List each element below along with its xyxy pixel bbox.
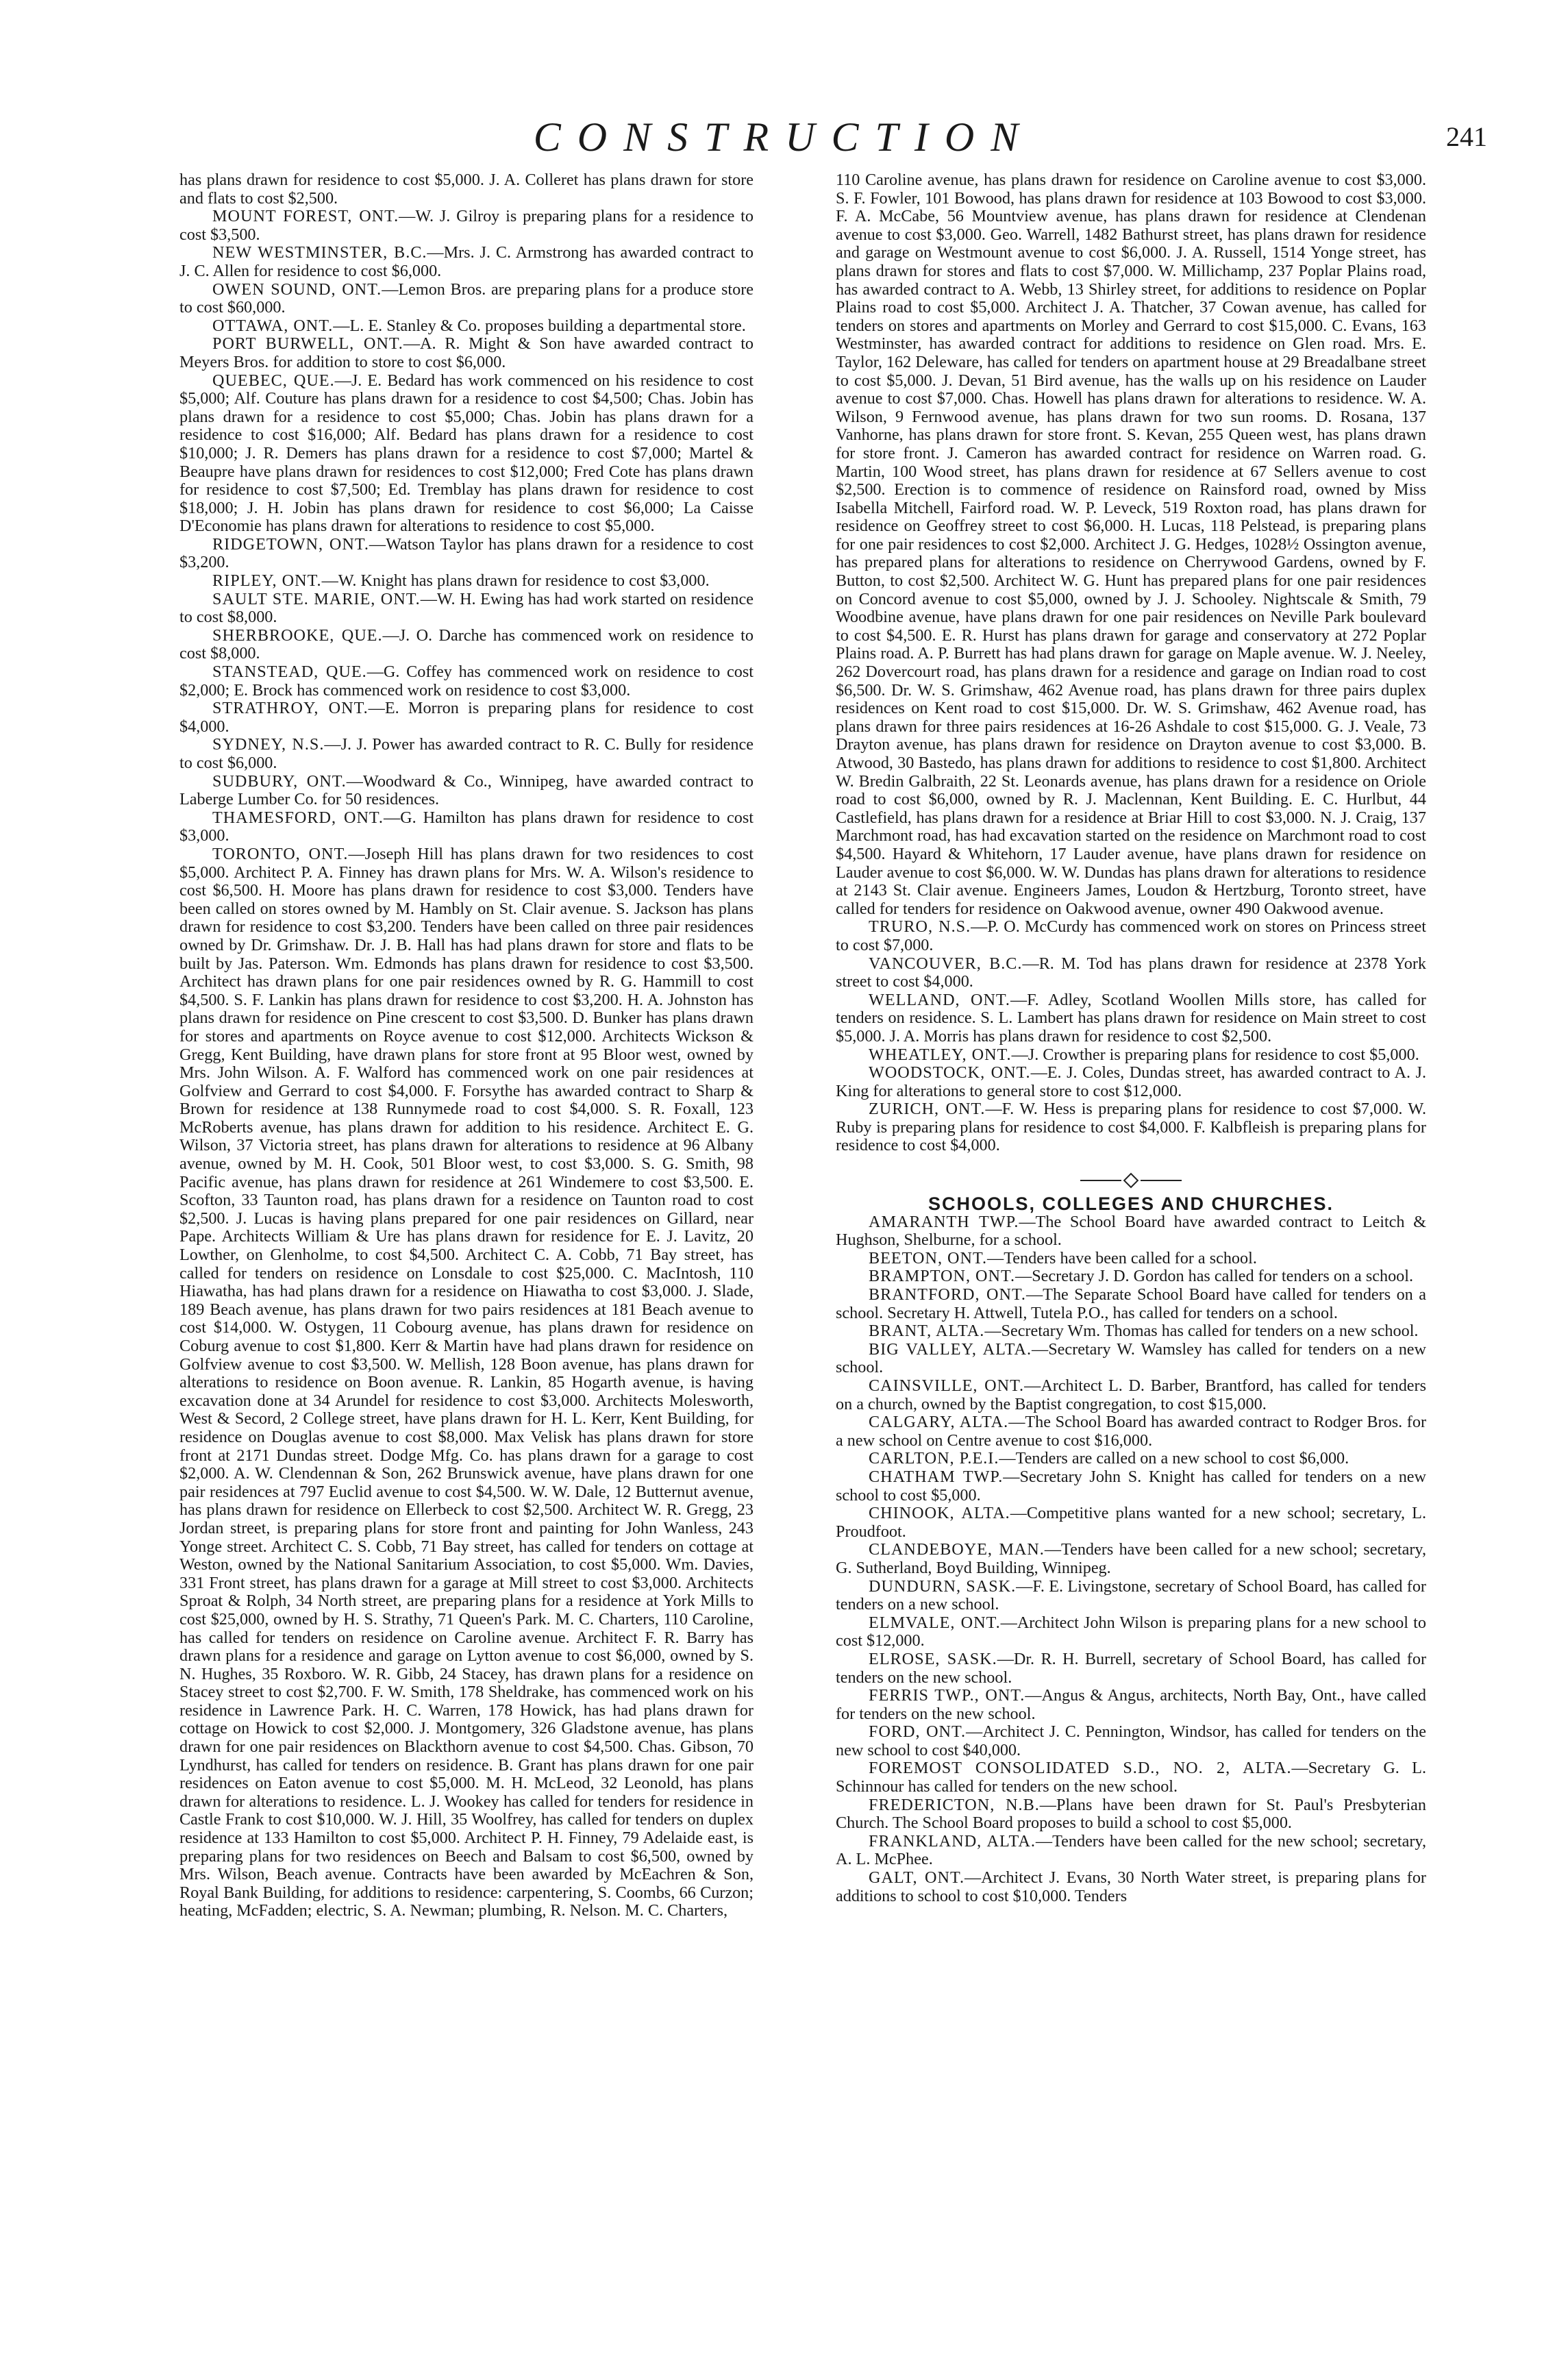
item-place: TORONTO, ONT. bbox=[212, 844, 349, 863]
item-place: GALT, ONT. bbox=[869, 1868, 965, 1888]
item-place: ZURICH, ONT. bbox=[869, 1100, 986, 1119]
item-place: CARLTON, P.E.I. bbox=[869, 1449, 999, 1468]
item-text: —Angus & Angus, architects, North Bay, Ont., have called for tenders on the new school. bbox=[836, 1686, 1426, 1723]
right-column-entries bbox=[836, 171, 1426, 1155]
item-text: —F. W. Hess is preparing plans for residence to cost $7,000. W. Ruby is preparing plans for residence to cost $4,000. F. Kalbfleish is preparing plans for residence to cost $4,000. bbox=[836, 1100, 1426, 1155]
item-text: —Tenders have been called for a new school; secretary, G. Sutherland, Boyd Building, Winnipeg. bbox=[836, 1540, 1426, 1577]
item-place: FREDERICTON, N.B. bbox=[869, 1795, 1040, 1814]
news-item bbox=[179, 736, 754, 772]
item-place: CALGARY, ALTA. bbox=[869, 1413, 1009, 1432]
news-item bbox=[179, 281, 754, 317]
news-item bbox=[179, 317, 754, 336]
item-text: —J. J. Power has awarded contract to R. C. Bully for residence to cost $6,000. bbox=[179, 735, 754, 772]
right-column bbox=[836, 171, 1426, 2336]
item-text: —W. J. Gilroy is preparing plans for a residence to cost $3,500. bbox=[179, 207, 754, 244]
item-text: —Competitive plans wanted for a new school; secretary, L. Proudfoot. bbox=[836, 1504, 1426, 1541]
item-text: has plans drawn for residence to cost $5,000. J. A. Colleret has plans drawn for store and flats to cost $2,500. bbox=[179, 171, 754, 208]
news-item bbox=[836, 1413, 1426, 1450]
item-text: —P. O. McCurdy has commenced work on stores on Princess street to cost $7,000. bbox=[836, 917, 1426, 954]
news-item bbox=[836, 1687, 1426, 1723]
item-place: WHEATLEY, ONT. bbox=[869, 1045, 1012, 1064]
item-place: ELROSE, SASK. bbox=[869, 1649, 997, 1668]
item-text: —Woodward & Co., Winnipeg, have awarded contract to Laberge Lumber Co. for 50 residences. bbox=[179, 771, 754, 809]
item-text: —Architect L. D. Barber, Brantford, has called for tenders on a church, owned by the Baptist congregation, to cost $15,000. bbox=[836, 1376, 1426, 1413]
item-place: OWEN SOUND, ONT. bbox=[212, 280, 382, 299]
news-item bbox=[836, 1341, 1426, 1377]
item-place: CLANDEBOYE, MAN. bbox=[869, 1540, 1045, 1559]
item-place: WELLAND, ONT. bbox=[869, 990, 1010, 1009]
item-place: DUNDURN, SASK. bbox=[869, 1576, 1017, 1596]
item-place: TRURO, N.S. bbox=[869, 917, 971, 937]
item-text: —Lemon Bros. are preparing plans for a produce store to cost $60,000. bbox=[179, 280, 754, 317]
item-place: STANSTEAD, QUE. bbox=[212, 663, 367, 682]
item-place: CHINOOK, ALTA. bbox=[869, 1504, 1010, 1523]
item-place: FERRIS TWP., ONT. bbox=[869, 1686, 1025, 1705]
news-item bbox=[179, 208, 754, 244]
news-item bbox=[179, 845, 754, 1920]
item-place: THAMESFORD, ONT. bbox=[212, 808, 384, 827]
news-item bbox=[836, 955, 1426, 991]
news-item bbox=[179, 663, 754, 700]
item-text: —Secretary G. L. Schinnour has called for tenders on the new school. bbox=[836, 1759, 1426, 1796]
item-place: RIPLEY, ONT. bbox=[212, 571, 322, 591]
news-item bbox=[179, 700, 754, 736]
news-item bbox=[836, 1759, 1426, 1796]
item-text: —E. J. Coles, Dundas street, has awarded contract to A. J. King for alterations to general store to cost $12,000. bbox=[836, 1063, 1426, 1100]
news-item bbox=[179, 572, 754, 591]
item-place: STRATHROY, ONT. bbox=[212, 699, 369, 718]
item-place: VANCOUVER, B.C. bbox=[869, 954, 1023, 973]
item-text: —Plans have been drawn for St. Paul's Presbyterian Church. The School Board proposes to build a school to cost $5,000. bbox=[836, 1795, 1426, 1833]
item-text: —Secretary W. Wamsley has called for tenders on a new school. bbox=[836, 1339, 1426, 1377]
item-place: ELMVALE, ONT. bbox=[869, 1613, 1001, 1632]
news-item bbox=[179, 591, 754, 627]
news-item bbox=[836, 1100, 1426, 1155]
item-place: SHERBROOKE, QUE. bbox=[212, 626, 383, 645]
item-place: PORT BURWELL, ONT. bbox=[212, 334, 403, 354]
news-item bbox=[836, 1796, 1426, 1833]
news-item bbox=[836, 1541, 1426, 1577]
news-item bbox=[836, 1213, 1426, 1250]
item-place: WOODSTOCK, ONT. bbox=[869, 1063, 1031, 1082]
news-item bbox=[179, 335, 754, 371]
item-place: OTTAWA, ONT. bbox=[212, 316, 334, 335]
item-place: SUDBURY, ONT. bbox=[212, 771, 347, 791]
news-item bbox=[836, 1046, 1426, 1065]
ornamental-divider bbox=[836, 1170, 1426, 1180]
news-item bbox=[836, 1322, 1426, 1341]
page-header bbox=[0, 103, 1568, 171]
item-text: —L. E. Stanley & Co. proposes building a departmental store. bbox=[333, 316, 746, 335]
item-place: SAULT STE. MARIE, ONT. bbox=[212, 589, 421, 608]
item-text: —Tenders have been called for the new school; secretary, A. L. McPhee. bbox=[836, 1831, 1426, 1869]
item-text: —F. Adley, Scotland Woollen Mills store, has called for tenders on residence. S. L. Lambert has plans drawn for residence on Main street to cost $5,000. J. A. Morris has plans drawn for residence to cost $2,500. bbox=[836, 990, 1426, 1046]
item-text: —R. M. Tod has plans drawn for residence at 2378 York street to cost $4,000. bbox=[836, 954, 1426, 991]
news-item bbox=[179, 244, 754, 280]
item-place: RIDGETOWN, ONT. bbox=[212, 534, 369, 554]
news-item bbox=[836, 991, 1426, 1046]
item-text: —J. Crowther is preparing plans for residence to cost $5,000. bbox=[1011, 1045, 1419, 1064]
item-place: FRANKLAND, ALTA. bbox=[869, 1831, 1036, 1851]
item-text: —The School Board have awarded contract to Leitch & Hughson, Shelburne, for a school. bbox=[836, 1212, 1426, 1250]
item-text: —Mrs. J. C. Armstrong has awarded contract to J. C. Allen for residence to cost $6,000. bbox=[179, 243, 754, 280]
item-place: FORD, ONT. bbox=[869, 1722, 967, 1742]
news-item bbox=[836, 1578, 1426, 1614]
item-text: —E. Morron is preparing plans for residence to cost $4,000. bbox=[179, 699, 754, 736]
item-place: FOREMOST CONSOLIDATED S.D., NO. 2, ALTA. bbox=[869, 1759, 1292, 1778]
item-text: —Tenders are called on a new school to cost $6,000. bbox=[999, 1449, 1349, 1468]
news-item bbox=[836, 1250, 1426, 1268]
news-item bbox=[836, 1723, 1426, 1759]
item-text: —Architect John Wilson is preparing plans for a new school to cost $12,000. bbox=[836, 1613, 1426, 1650]
news-item bbox=[836, 171, 1426, 918]
news-item bbox=[179, 536, 754, 572]
item-place: QUEBEC, QUE. bbox=[212, 371, 335, 390]
item-text: —Architect J. Evans, 30 North Water street, is preparing plans for additions to school to cost $10,000. Tenders bbox=[836, 1868, 1426, 1905]
news-item bbox=[836, 1267, 1426, 1286]
page-number: 241 bbox=[1446, 121, 1487, 152]
item-place: SYDNEY, N.S. bbox=[212, 735, 325, 754]
news-item bbox=[836, 1377, 1426, 1413]
item-text: —Joseph Hill has plans drawn for two residences to cost $5,000. Architect P. A. Finney has drawn plans for Mrs. W. A. Wilson's residence to cost $6,500. H. Moore has plans drawn for residence to cost $3,000. Tenders have been called on stores owned by M. Hambly on St. Clair avenue. S. Jackson has plans drawn for residence to cost $3,200. Tenders have been called on three pair residences owned by Dr. Grimshaw. Dr. J. B. Hall has had plans drawn for store and flats to be built by Jas. Paterson. Wm. Edmonds has plans drawn for residence to cost $3,500. Architect has drawn plans for one pair residences owned by R. G. Hammill to cost $4,500. S. F. Lankin has plans drawn for residence to cost $3,200. H. A. Johnston has plans drawn for residence on Pine crescent to cost $3,500. D. Bunker has plans drawn for stores and apartments on Royce avenue to cost $12,000. Architects Wickson & Gregg, Kent Building, have drawn plans for store front at 95 Bloor west, owned by Mrs. John Wilson. A. F. Walford has commenced work on one pair residences at Golfview and Gerrard to cost $4,000. F. Forsythe has awarded contract to Sharp & Brown for residence at 138 Runnymede road to cost $4,000. S. R. Foxall, 123 McRoberts avenue, has plans drawn for addition to his residence. Architect E. G. Wilson, 37 Victoria street, has plans drawn for alterations to residence at 96 Albany avenue, owned by M. H. Cook, 501 Bloor west, to cost $3,000. S. G. Smith, 98 Pacific avenue, has plans drawn for residence at 261 Windemere to cost $3,500. E. Scofton, 33 Taunton road, has plans drawn for a residence on Taunton road to cost $2,500. J. Lucas is having plans prepared for one pair residences on Gillard, near Pape. Architects William & Ure has plans drawn for residence for E. J. Lavitz, 20 Lowther, on Glenholme, to cost $4,500. Architect C. A. Cobb, 71 Bay street, has called for tenders on residence on Lonsdale to cost $25,000. C. MacIntosh, 110 Hiawatha, has had plans drawn for a residence on Hiawatha to cost $3,000. J. Slade, 189 Beach avenue, has plans drawn for two pairs residences at 181 Beach avenue to cost $14,000. W. Ostygen, 11 Cobourg avenue, has plans drawn for residence on Coburg avenue to cost $1,800. Kerr & Martin have had plans drawn for residence on Golfview avenue to cost $3,500. W. Mellish, 128 Boon avenue, has plans drawn for alterations to residence on Boon avenue. R. Lankin, 85 Hogarth avenue, is having excavation done at 34 Arundel for residence to cost $3,000. Architects Molesworth, West & Secord, 2 College street, have plans drawn for H. L. Kerr, Kent Building, for residence on Douglas avenue to cost $8,000. Max Velisk has plans drawn for store front at 2171 Dundas street. Dodge Mfg. Co. has plans drawn for a garage to cost $2,000. A. W. Clendennan & Son, 262 Brunswick avenue, have plans drawn for one pair residences at 797 Euclid avenue to cost $4,500. W. W. Dale, 12 Butternut avenue, has plans drawn for residence on Ellerbeck to cost $2,500. Architect W. R. Gregg, 23 Jordan street, is preparing plans for store front and painting for John Wanless, 243 Yonge street. Architect C. S. Cobb, 71 Bay street, has called for tenders on cottage at Weston, owned by the National Sanitarium Association, to cost $5,000. Wm. Davies, 331 Front street, has plans drawn for a garage at Mill street to cost $3,000. Architects Sproat & Rolph, 34 North street, are preparing plans for a residence at York Mills to cost $25,000, owned by H. S. Strathy, 71 Queen's Park. M. C. Charters, 110 Caroline, has called for tenders on residence on Caroline avenue. Architect F. R. Barry has drawn plans for a residence and garage on Lytton avenue to cost $6,000, owned by S. N. Hughes, 35 Roxboro. W. R. Gibb, 24 Stacey, has drawn plans for a residence on Stacey street to cost $2,700. F. W. Smith, 178 Sheldrake, has commenced work on his residence in Lawrence Park. H. C. Warren, 178 Howick, has had plans drawn for cottage on Howick to cost $2,000. J. Montgomery, 326 Gladstone avenue, has plans drawn for one pair residences on Blackthorn avenue to cost $4,500. Chas. Gibson, 70 Lyndhurst, has called for tenders on residence. B. Grant has plans drawn for one pair residences on Eaton avenue to cost $5,000. M. H. McLeod, 32 Leonold, has plans drawn for alterations to residence. L. J. Wookey has called for tenders for residence in Castle Frank to cost $10,000. W. J. Hill, 35 Woolfrey, has called for tenders on duplex residence at 133 Hamilton to cost $5,000. Architect P. H. Finney, 79 Adelaide east, is preparing plans for two residences on Beech and Balsam to cost $6,500, owned by Mrs. Wilson, Beach avenue. Contracts have been awarded by McEachren & Son, Royal Bank Building, for additions to residence: carpentering, S. Coombs, 66 Curzon; heating, McFadden; electric, S. A. Newman; plumbing, R. Nelson. M. C. Charters, bbox=[179, 844, 754, 1920]
item-place: AMARANTH TWP. bbox=[869, 1212, 1019, 1231]
news-item bbox=[836, 1286, 1426, 1322]
item-text: —Secretary John S. Knight has called for tenders on a new school to cost $5,000. bbox=[836, 1467, 1426, 1505]
item-place: BEETON, ONT. bbox=[869, 1248, 988, 1267]
item-text: —G. Coffey has commenced work on residence to cost $2,000; E. Brock has commenced work on residence to cost $3,000. bbox=[179, 663, 754, 700]
news-item bbox=[836, 1650, 1426, 1687]
item-place: BRANTFORD, ONT. bbox=[869, 1285, 1026, 1304]
item-text: —J. E. Bedard has work commenced on his residence to cost $5,000; Alf. Couture has plans drawn for a residence to cost $4,500; Chas. Jobin has plans drawn for a residence to cost $5,000; Chas. Jobin has plans drawn for a residence to cost $16,000; Alf. Bedard has plans drawn for a residence to cost $10,000; J. R. Demers has plans drawn for a residence to cost $7,000; Martel & Beaupre have plans drawn for residences to cost $12,000; Fred Cote has plans drawn for residence to cost $7,500; Ed. Tremblay has plans drawn for residence to cost $18,000; J. H. Jobin has plans drawn for residence to cost $6,000; La Caisse D'Economie has plans drawn for alterations to residence to cost $5,000. bbox=[179, 371, 754, 536]
item-place: CHATHAM TWP. bbox=[869, 1467, 1004, 1486]
item-text: —Dr. R. H. Burrell, secretary of School Board, has called for tenders on the new school. bbox=[836, 1649, 1426, 1687]
item-text: —F. E. Livingstone, secretary of School Board, has called for tenders on a new school. bbox=[836, 1576, 1426, 1614]
item-text: —The School Board has awarded contract to Rodger Bros. for a new school on Centre avenue to cost $16,000. bbox=[836, 1413, 1426, 1450]
news-item bbox=[836, 918, 1426, 954]
news-item bbox=[836, 1833, 1426, 1869]
item-text: —W. H. Ewing has had work started on residence to cost $8,000. bbox=[179, 589, 754, 627]
item-text: —Secretary J. D. Gordon has called for tenders on a school. bbox=[1015, 1267, 1414, 1286]
news-item bbox=[836, 1468, 1426, 1505]
item-text: —Architect J. C. Pennington, Windsor, has called for tenders on the new school to cost $40,000. bbox=[836, 1722, 1426, 1759]
item-text: —Watson Taylor has plans drawn for a residence to cost $3,200. bbox=[179, 534, 754, 572]
news-item bbox=[179, 171, 754, 208]
item-place: BRANT, ALTA. bbox=[869, 1322, 985, 1341]
news-item bbox=[179, 372, 754, 536]
news-item bbox=[836, 1869, 1426, 1905]
item-text: —W. Knight has plans drawn for residence to cost $3,000. bbox=[321, 571, 710, 591]
item-text: 110 Caroline avenue, has plans drawn for residence on Caroline avenue to cost $3,000. S. F. Fowler, 101 Bowood, has plans drawn for residence at 103 Bowood to cost $3,000. F. A. McCabe, 56 Mountview avenue, has plans drawn for residence at Clendenan avenue to cost $3,000. Geo. Warrell, 1482 Bathurst street, has plans drawn for residence and garage on Westmount avenue to cost $6,000. J. A. Russell, 1514 Yonge street, has plans drawn for stores and flats to cost $7,000. W. Millichamp, 237 Poplar Plains road, has awarded contract to A. Webb, 13 Shirley street, for additions to residence on Poplar Plains road to cost $5,000. Architect J. A. Thatcher, 37 Cowan avenue, has called for tenders on stores and apartments on Morley and Gerrard to cost $15,000. C. Evans, 163 Westminster, has awarded contract for additions to residence on Glen road. Mrs. E. Taylor, 162 Deleware, has called for tenders on apartment house at 29 Breadalbane street to cost $5,000. J. Devan, 51 Bird avenue, has the walls up on his residence on Lauder avenue to cost $7,000. Chas. Howell has plans drawn for alterations to residence. W. A. Wilson, 9 Fernwood avenue, has plans drawn for two sun rooms. D. Rosana, 137 Vanhorne, has plans drawn for store front. S. Kevan, 255 Queen west, has plans drawn for store front. J. Cameron has awarded contract for residence on Warren road. G. Martin, 100 Wood street, has plans drawn for residence at 67 Sellers avenue to cost $2,500. Erection is to commence of residence on Rainsford road, owned by Miss Isabella Mitchell, Fairford road. W. P. Leveck, 519 Roxton road, has plans drawn for residence on Geoffrey street to cost $6,000. H. Lucas, 118 Pelstead, is preparing plans for one pair residences to cost $2,000. Architect J. G. Hedges, 1028½ Ossington avenue, has prepared plans for alterations to residence on Cherrywood Gardens, owned by F. Button, to cost $2,500. Architect W. G. Hunt has prepared plans for one pair residences on Concord avenue to cost $5,000, owned by J. J. Schooley. Nightscale & Smith, 79 Woodbine avenue, have plans drawn for one pair residences on Neville Park boulevard to cost $4,500. E. R. Hurst has plans drawn for garage and conservatory at 272 Poplar Plains road. A. P. Burrett has had plans drawn for garage on Maple avenue. W. J. Neeley, 262 Dovercourt road, has plans drawn for a residence and garage on Indian road to cost $6,500. Dr. W. S. Grimshaw, 462 Avenue road, has plans drawn for three pairs duplex residences on Kent road to cost $15,000. Dr. W. S. Grimshaw, 462 Avenue road, has plans drawn for three pairs residences at 16-26 Ashdale to cost $15,000. G. J. Veale, 73 Drayton avenue, has plans drawn for residence on Drayton avenue to cost $3,000. B. Atwood, 30 Bastedo, has plans drawn for additions to residence to cost $1,800. Architect W. Bredin Galbraith, 22 St. Leonards avenue, has plans drawn for a residence on Oriole road to cost $6,000, owned by R. J. Maclennan, Kent Building. E. C. Hurlbut, 44 Castlefield, has plans drawn for a residence at Briar Hill to cost $3,000. N. J. Craig, 137 Marchmont road, has had excavation started on the residence on Marchmont road to cost $4,500. Hayard & Whitehorn, 17 Lauder avenue, have plans drawn for residence on Lauder avenue to cost $6,000. W. W. Dundas has plans drawn for alterations to residence at 2143 St. Clair avenue. Engineers James, Loudon & Hertzburg, Toronto street, have called for tenders for residence on Oakwood avenue, owner 490 Oakwood avenue. bbox=[836, 171, 1426, 918]
section-heading-schools: SCHOOLS, COLLEGES AND CHURCHES. bbox=[928, 1193, 1334, 1215]
item-place: MOUNT FOREST, ONT. bbox=[212, 207, 399, 226]
schools-entries bbox=[836, 1213, 1426, 1906]
item-place: CAINSVILLE, ONT. bbox=[869, 1376, 1025, 1395]
news-item bbox=[179, 773, 754, 809]
item-text: —The Separate School Board have called for tenders on a school. Secretary H. Attwell, Tutela P.O., has called for tenders on a school. bbox=[836, 1285, 1426, 1322]
left-column bbox=[179, 171, 754, 2336]
news-item bbox=[836, 1450, 1426, 1468]
item-text: —Secretary Wm. Thomas has called for tenders on a new school. bbox=[984, 1322, 1419, 1341]
item-text: —A. R. Might & Son have awarded contract to Meyers Bros. for addition to store to cost $6,000. bbox=[179, 334, 754, 371]
journal-title: CONSTRUCTION bbox=[533, 114, 1035, 160]
news-item bbox=[179, 809, 754, 845]
item-place: NEW WESTMINSTER, B.C. bbox=[212, 243, 427, 262]
item-text: —J. O. Darche has commenced work on residence to cost $8,000. bbox=[179, 626, 754, 663]
news-item bbox=[836, 1505, 1426, 1541]
news-item bbox=[836, 1614, 1426, 1650]
item-place: BRAMPTON, ONT. bbox=[869, 1267, 1016, 1286]
item-text: —Tenders have been called for a school. bbox=[987, 1248, 1257, 1267]
news-item bbox=[179, 627, 754, 663]
news-item bbox=[836, 1064, 1426, 1100]
item-place: BIG VALLEY, ALTA. bbox=[869, 1339, 1032, 1359]
item-text: —G. Hamilton has plans drawn for residence to cost $3,000. bbox=[179, 808, 754, 845]
